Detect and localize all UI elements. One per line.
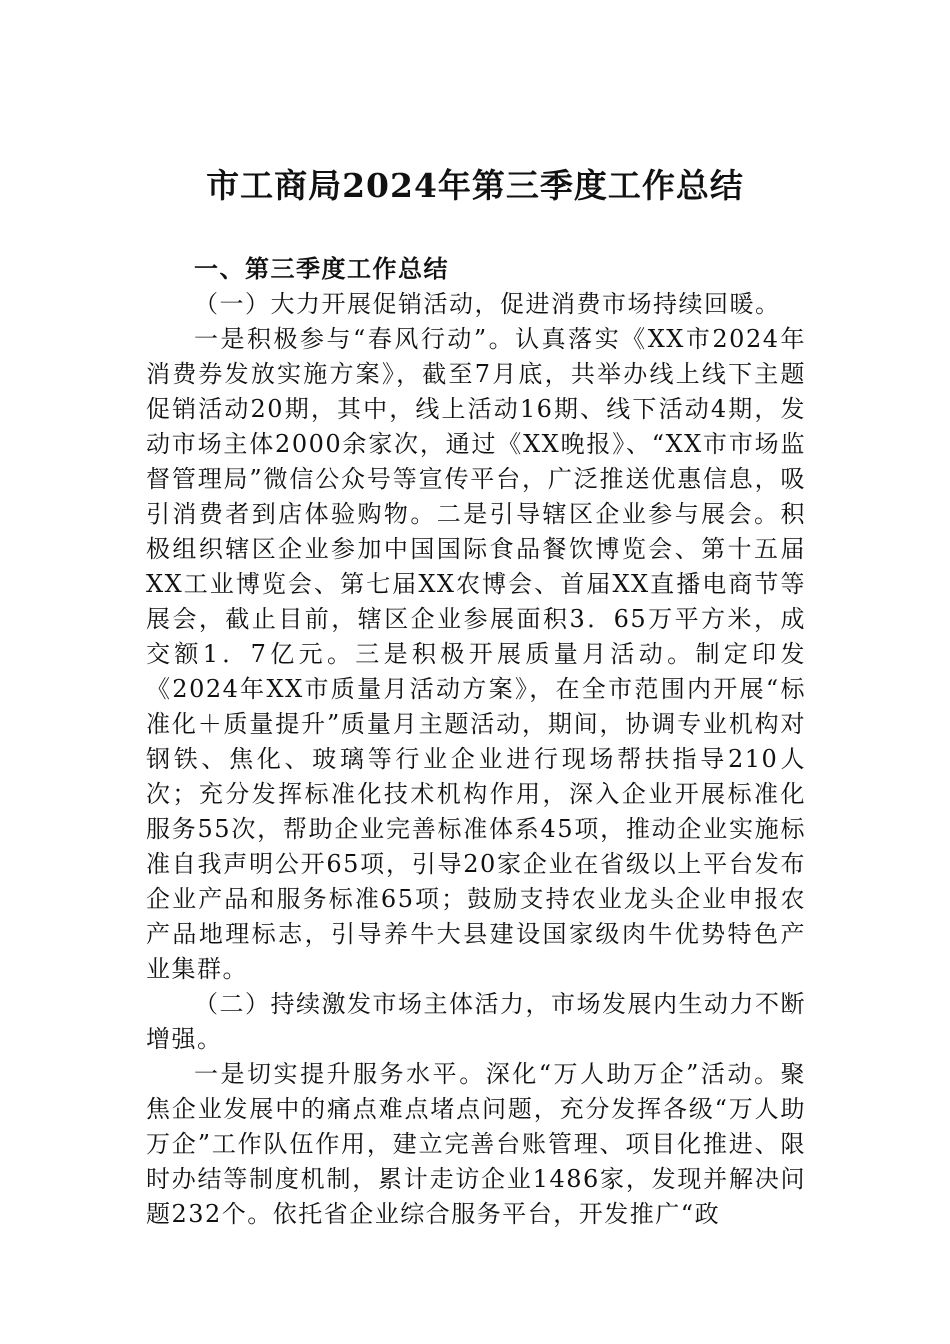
subsection-heading-1: （一）大力开展促销活动，促进消费市场持续回暖。 xyxy=(194,290,781,318)
document-body xyxy=(146,252,806,1232)
paragraph-1: 一是积极参与“春风行动”。认真落实《XX市2024年消费券发放实施方案》，截至7月底，共举办线上线下主题促销活动20期，其中，线上活动16期、线下活动4期，发动市场主体2000余家次，通过《XX晚报》、“XX市市场监督管理局”微信公众号等宣传平台，广泛推送优惠信息，吸引消费者到店体验购物。二是引导辖区企业参与展会。积极组织辖区企业参加中国国际食品餐饮博览会、第十五届XX工业博览会、第七届XX农博会、首届XX直播电商节等展会，截止目前，辖区企业参展面积3．65万平方米，成交额1．7亿元。三是积极开展质量月活动。制定印发《2024年XX市质量月活动方案》，在全市范围内开展“标准化＋质量提升”质量月主题活动，期间，协调专业机构对钢铁、焦化、玻璃等行业企业进行现场帮扶指导210人次；充分发挥标准化技术机构作用，深入企业开展标准化服务55次，帮助企业完善标准体系45项，推动企业实施标准自我声明公开65项，引导20家企业在省级以上平台发布企业产品和服务标准65项；鼓励支持农业龙头企业申报农产品地理标志，引导养牛大县建设国家级肉牛优势特色产业集群。 xyxy=(146,325,806,983)
section-heading: 一、第三季度工作总结 xyxy=(194,255,449,283)
subsection-heading-2: （二）持续激发市场主体活力，市场发展内生动力不断增强。 xyxy=(146,990,806,1053)
document-title: 市工商局2024年第三季度工作总结 xyxy=(206,166,744,205)
paragraph-2: 一是切实提升服务水平。深化“万人助万企”活动。聚焦企业发展中的痛点难点堵点问题，充分发挥各级“万人助万企”工作队伍作用，建立完善台账管理、项目化推进、限时办结等制度机制，累计走访企业1486家，发现并解决问题232个。依托省企业综合服务平台，开发推广“政 xyxy=(146,1060,806,1228)
